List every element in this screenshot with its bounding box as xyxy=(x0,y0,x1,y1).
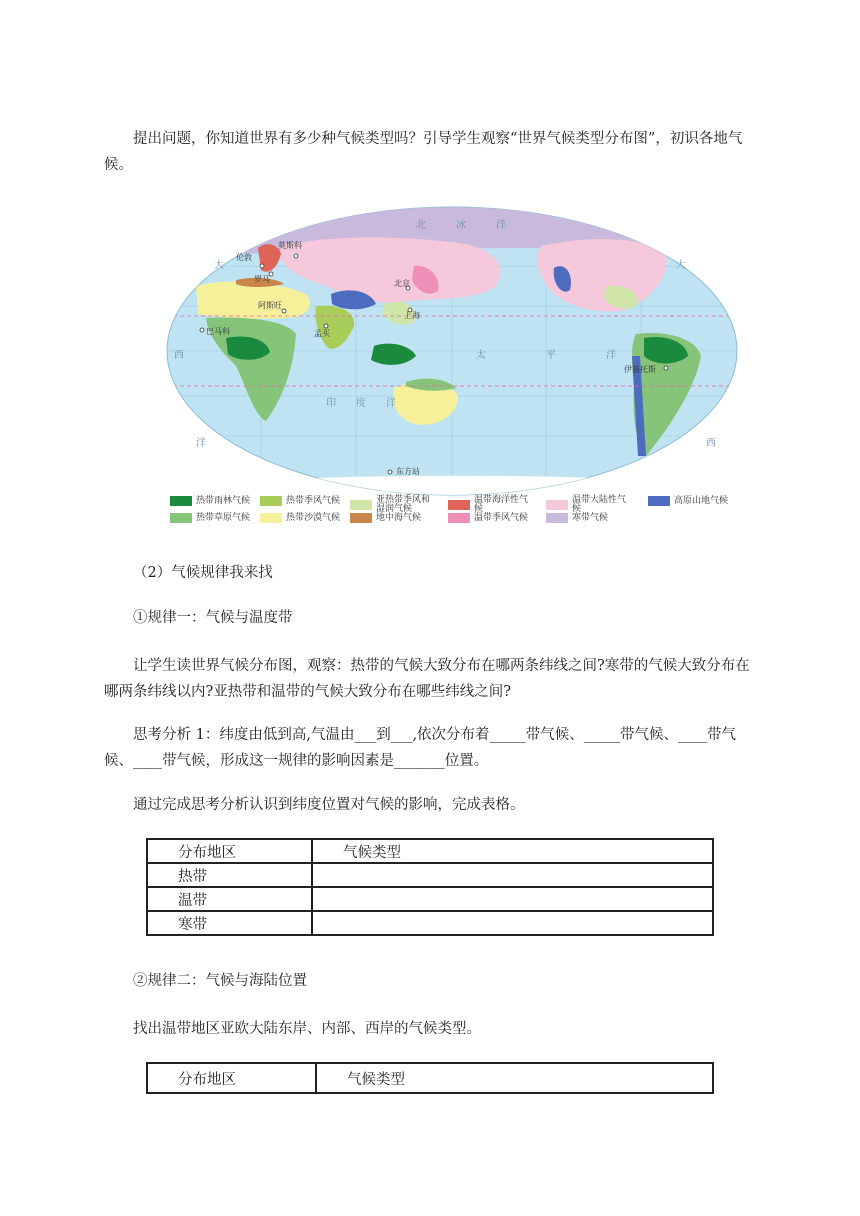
legend-item xyxy=(546,496,630,514)
intro-paragraph: 提出问题，你知道世界有多少种气候类型吗？引导学生观察“世界气候类型分布图”，初识各地气候。 xyxy=(104,131,743,173)
rule-1-paragraph: 让学生读世界气候分布图，观察：热带的气候大致分布在哪两条纬线之间?寒带的气候大致分布在哪两条纬线以内?亚热带和温带的气候大致分布在哪些纬线之间? xyxy=(104,658,750,700)
ocean-label-9: 洋 xyxy=(606,350,616,361)
legend-label: 热带草原气候 xyxy=(196,512,251,523)
legend-swatch xyxy=(170,513,192,523)
legend-swatch xyxy=(448,513,470,523)
ocean-label-14: 西 xyxy=(706,438,716,449)
land-sea-table xyxy=(146,1062,714,1094)
legend-label: 热带沙漠气候 xyxy=(286,512,341,523)
antarctica xyxy=(246,476,666,496)
city-beijing: 北京 xyxy=(394,279,410,288)
legend-item xyxy=(448,513,528,523)
legend-label: 温带海洋性气候 xyxy=(474,495,529,514)
ocean-label-5: 大 xyxy=(676,260,686,271)
ocean-label-12: 洋 xyxy=(386,398,396,409)
table-header-row xyxy=(147,1063,713,1093)
map-legend xyxy=(170,496,740,530)
legend-swatch xyxy=(170,496,192,506)
legend-item xyxy=(170,513,250,523)
legend-label: 热带季风气候 xyxy=(286,495,341,506)
city-rome: 罗马 xyxy=(254,275,270,284)
ocean-label-11: 度 xyxy=(356,398,366,409)
legend-label: 热带雨林气候 xyxy=(196,495,251,506)
rule-2-title: ②规律二：气候与海陆位置 xyxy=(133,973,307,989)
legend-item xyxy=(260,496,340,506)
table-header-row xyxy=(147,839,713,863)
table-cell xyxy=(312,863,713,887)
legend-swatch xyxy=(260,496,282,506)
legend-swatch xyxy=(448,500,470,510)
legend-swatch xyxy=(350,513,372,523)
table-row xyxy=(147,863,713,887)
legend-item xyxy=(170,496,250,506)
legend-label: 温带季风气候 xyxy=(474,512,529,523)
ocean-label-6: 西 xyxy=(174,350,184,361)
ocean-label-1: 北 xyxy=(416,220,426,231)
ocean-label-7: 太 xyxy=(476,350,486,361)
table-header-cell: 气候类型 xyxy=(312,839,713,863)
city-shanghai: 上海 xyxy=(404,311,420,320)
city-london: 伦敦 xyxy=(236,253,252,262)
complete-note: 通过完成思考分析认识到纬度位置对气候的影响，完成表格。 xyxy=(133,797,525,813)
legend-item xyxy=(448,496,532,514)
legend-item xyxy=(648,496,728,506)
section-2-title: （2）气候规律我来找 xyxy=(133,565,273,581)
world-map-svg xyxy=(166,206,738,496)
city-aswan: 阿斯旺 xyxy=(258,301,282,310)
table-header-cell: 气候类型 xyxy=(316,1063,713,1093)
world-climate-map xyxy=(166,206,738,532)
city-moscow: 莫斯科 xyxy=(278,241,302,250)
legend-item xyxy=(350,513,421,523)
ocean-label-3: 洋 xyxy=(496,220,506,231)
table-cell xyxy=(312,887,713,911)
table-cell: 温带 xyxy=(147,887,312,911)
table-row xyxy=(147,911,713,935)
table-row xyxy=(147,887,713,911)
legend-item xyxy=(260,513,340,523)
ocean-label-13: 洋 xyxy=(196,438,206,449)
legend-item xyxy=(546,513,608,523)
city-mumbai: 孟买 xyxy=(314,329,330,338)
ocean-label-4: 大 xyxy=(214,260,224,271)
table-cell xyxy=(312,911,713,935)
legend-swatch xyxy=(350,500,372,510)
legend-label: 亚热带季风和湿润气候 xyxy=(376,495,431,514)
rule-2-paragraph: 找出温带地区亚欧大陆东岸、内部、西岸的气候类型。 xyxy=(133,1021,481,1037)
legend-item xyxy=(350,496,434,514)
ocean-label-8: 平 xyxy=(546,350,556,361)
table-header-cell: 分布地区 xyxy=(147,839,312,863)
city-vostok: 东方站 xyxy=(396,467,420,476)
legend-swatch xyxy=(648,496,670,506)
city-iquitos: 伊基托斯 xyxy=(624,365,656,374)
table-header-cell: 分布地区 xyxy=(147,1063,316,1093)
legend-swatch xyxy=(546,500,568,510)
analysis-1-paragraph: 思考分析 1：纬度由低到高,气温由___到___,依次分布着_____带气候、_____带气候、____带气候、____带气候，形成这一规律的影响因素是_______位置。 xyxy=(104,727,737,769)
table-cell: 寒带 xyxy=(147,911,312,935)
city-bamako: 巴马科 xyxy=(206,327,230,336)
rule-1-title: ①规律一：气候与温度带 xyxy=(133,610,293,626)
legend-label: 寒带气候 xyxy=(572,512,609,523)
temperature-zone-table xyxy=(146,838,714,936)
legend-label: 温带大陆性气候 xyxy=(572,495,627,514)
legend-label: 地中海气候 xyxy=(376,512,422,523)
legend-label: 高原山地气候 xyxy=(674,495,729,506)
table-cell: 热带 xyxy=(147,863,312,887)
legend-swatch xyxy=(260,513,282,523)
legend-swatch xyxy=(546,513,568,523)
ocean-label-2: 冰 xyxy=(456,220,466,231)
ocean-label-10: 印 xyxy=(326,398,336,409)
